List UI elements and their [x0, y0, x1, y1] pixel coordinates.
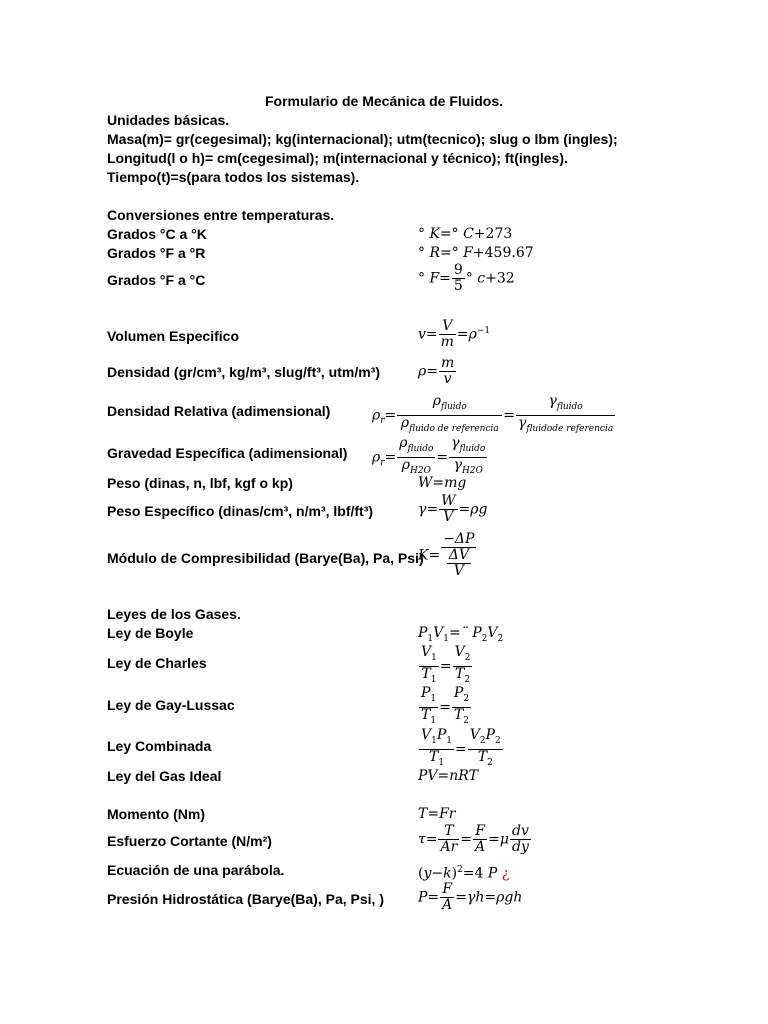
label-specific-weight: Peso Específico (dinas/cm³, n/m³, lbf/ft³): [107, 503, 374, 519]
mass-units-line: Masa(m)= gr(cegesimal); kg(internacional); utm(tecnico); slug o lbm (ingles);: [107, 131, 618, 147]
label-c-to-k: Grados °C a °K: [107, 226, 207, 242]
formula-c-to-k: ° K=° C+273: [418, 226, 513, 242]
formula-ideal-gas: PV=nRT: [418, 768, 478, 784]
formula-hydrostatic-pressure: P= $\frac{F}{A}$ =γh=ρgh: [418, 881, 523, 913]
formula-specific-volume: v= $\frac{V}{m}$ $=\rho^{-1}$: [418, 318, 491, 350]
formula-f-to-r: ° R=° F+459.67: [418, 245, 534, 261]
label-f-to-c: Grados °F a °C: [107, 272, 206, 288]
label-moment: Momento (Nm): [107, 806, 205, 822]
formula-boyle: $P_1V_1=¨$ $P_2V_2$: [418, 625, 504, 644]
label-ideal-gas: Ley del Gas Ideal: [107, 768, 222, 784]
formula-gay-lussac: $\frac{P_1}{T_1}$ = $\frac{P_2}{T_2}$: [421, 685, 470, 726]
formula-weight: W=mg: [418, 475, 467, 491]
formula-density: ρ= $\frac{m}{v}$: [418, 355, 455, 387]
label-f-to-r: Grados °F a °R: [107, 245, 206, 261]
length-units-line: Longitud(l o h)= cm(cegesimal); m(internacional y técnico); ft(ingles).: [107, 150, 568, 166]
label-combined-law: Ley Combinada: [107, 738, 212, 754]
temperature-conversions-heading: Conversiones entre temperaturas.: [107, 207, 335, 223]
label-boyle: Ley de Boyle: [107, 625, 194, 641]
label-weight: Peso (dinas, n, lbf, kgf o kp): [107, 475, 293, 491]
formula-combined-law: $\frac{V_1P_1}{T_1}$ = $\frac{V_2P_2}{T_2}$: [421, 727, 501, 768]
label-relative-density: Densidad Relativa (adimensional): [107, 403, 331, 419]
label-shear-stress: Esfuerzo Cortante (N/m²): [107, 833, 272, 849]
formula-shear-stress: τ= $\frac{T}{Ar}$ = $\frac{F}{A}$ =μ $\frac{dv}{dy}$: [418, 823, 529, 855]
label-charles: Ley de Charles: [107, 655, 207, 671]
formula-bulk-modulus: K= −ΔP $\frac{\Delta V}{V}$: [418, 531, 475, 579]
formula-specific-weight: γ= $\frac{W}{V}$ =ρg: [418, 493, 488, 525]
formula-relative-density: $\rho_r=$ $\rho_{fluido}$ $\rho_{fluido de referencia}$ = $\gamma_{fluido}$ $\gamma_{fluidode referencia}$: [372, 393, 614, 434]
formula-specific-gravity: $\rho_r=$ $\rho_{fluido}$ $\rho_{H2O}$ = $\gamma_{fluido}$ $\gamma_{H2O}$: [372, 435, 486, 476]
label-parabola: Ecuación de una parábola.: [107, 862, 285, 878]
formula-moment: T=Fr: [418, 806, 456, 822]
time-units-line: Tiempo(t)=s(para todos los sistemas).: [107, 169, 360, 185]
basic-units-heading: Unidades básicas.: [107, 112, 230, 128]
label-density: Densidad (gr/cm³, kg/m³, slug/ft³, utm/m³): [107, 364, 381, 380]
label-specific-volume: Volumen Especifico: [107, 328, 239, 344]
gas-laws-heading: Leyes de los Gases.: [107, 606, 241, 622]
formula-charles: $\frac{V_1}{T_1}$ = $\frac{V_2}{T_2}$: [421, 644, 471, 685]
page-title: Formulario de Mecánica de Fluidos.: [264, 93, 504, 109]
formula-parabola: $(y-k)^2=4$ P ¿: [418, 865, 510, 882]
formula-f-to-c: ° F= $\frac{9}{5}$ ° c+32: [418, 262, 515, 294]
label-bulk-modulus: Módulo de Compresibilidad (Barye(Ba), Pa, Psi): [107, 550, 424, 566]
label-specific-gravity: Gravedad Específica (adimensional): [107, 445, 348, 461]
label-gay-lussac: Ley de Gay-Lussac: [107, 697, 235, 713]
label-hydrostatic-pressure: Presión Hidrostática (Barye(Ba), Pa, Psi, ): [107, 891, 384, 907]
